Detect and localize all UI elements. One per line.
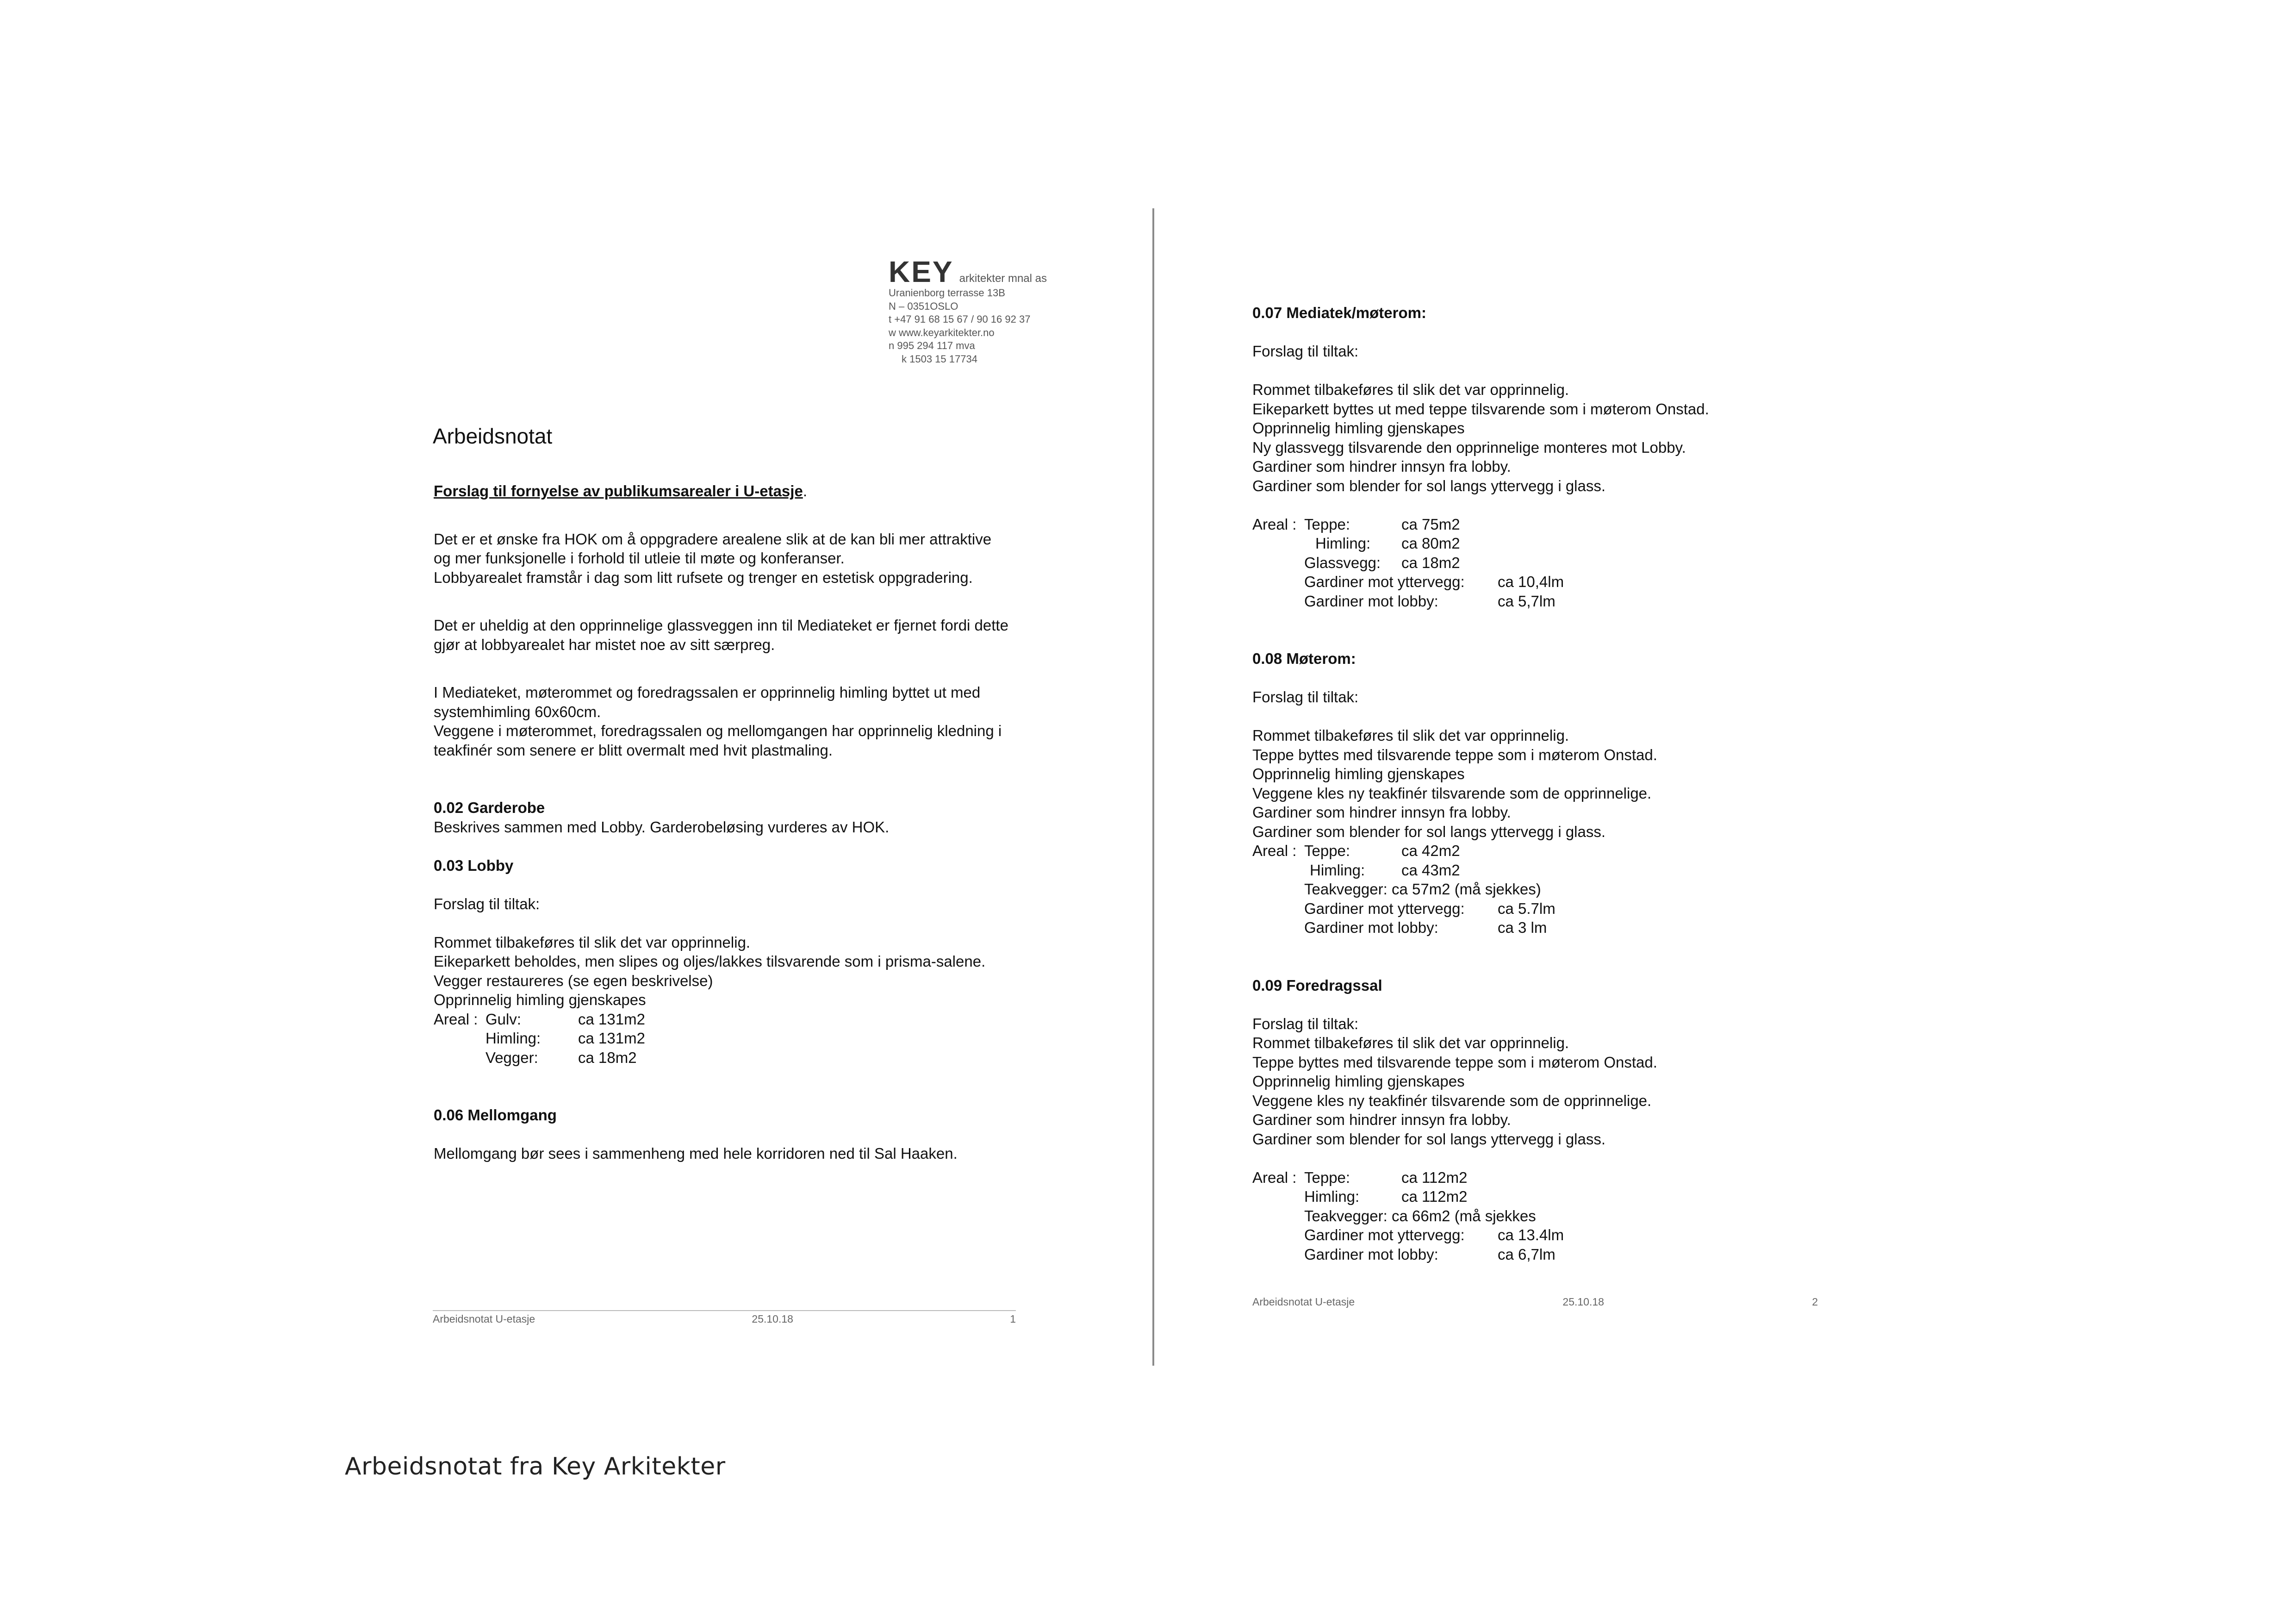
area-value: ca 6,7lm	[1498, 1245, 1556, 1263]
area-row	[434, 1029, 645, 1048]
area-row	[1252, 1225, 1564, 1245]
area-value: ca 43m2	[1401, 861, 1460, 879]
area-row	[1252, 534, 1564, 553]
area-value: ca 57m2 (må sjekkes)	[1391, 881, 1541, 898]
area-value: ca 42m2	[1401, 842, 1460, 859]
area-row	[434, 1010, 645, 1029]
footer-doc-name: Arbeidsnotat U-etasje	[433, 1313, 535, 1325]
measure-line: Gardiner som blender for sol langs yttervegg i glass.	[1252, 477, 1606, 494]
area-item: Gardiner mot lobby:	[1304, 919, 1438, 936]
area-value: ca 3 lm	[1498, 919, 1547, 936]
area-value: ca 5,7lm	[1498, 592, 1556, 610]
area-item: Gardiner mot yttervegg:	[1304, 899, 1465, 917]
document-title: Arbeidsnotat	[433, 424, 553, 448]
area-row	[1252, 861, 1556, 880]
area-row	[1252, 1168, 1564, 1187]
measure-line: Gardiner som hindrer innsyn fra lobby.	[1252, 1111, 1511, 1128]
letterhead-org-number: n 995 294 117 mva	[889, 340, 975, 351]
letterhead	[889, 257, 1148, 366]
page-divider	[1152, 208, 1154, 1366]
footer-date: 25.10.18	[1562, 1296, 1604, 1308]
measure-line: Rommet tilbakeføres til slik det var opprinnelig.	[434, 933, 751, 951]
measure-line: Teppe byttes med tilsvarende teppe som i møterom Onstad.	[1252, 746, 1657, 763]
area-row	[434, 1048, 645, 1068]
measure-line: Eikeparkett beholdes, men slipes og oljes/lakkes tilsvarende som i prisma-salene.	[434, 953, 986, 970]
area-item: Gardiner mot yttervegg:	[1304, 573, 1465, 590]
section-heading-moterom: 0.08 Møterom:	[1252, 650, 1356, 667]
area-item: Teppe:	[1304, 515, 1350, 533]
area-item: Teakvegger:	[1304, 1207, 1388, 1224]
measure-line: Gardiner som hindrer innsyn fra lobby.	[1252, 804, 1511, 821]
measure-line: Gardiner som blender for sol langs yttervegg i glass.	[1252, 823, 1606, 840]
section-text: Mellomgang bør sees i sammenheng med hele korridoren ned til Sal Haaken.	[434, 1145, 958, 1162]
area-item-wide	[1304, 1245, 1564, 1264]
area-item: Gardiner mot yttervegg:	[1304, 1226, 1465, 1243]
measure-line: Eikeparkett byttes ut med teppe tilsvarende som i møterom Onstad.	[1252, 400, 1709, 418]
area-row	[1252, 918, 1556, 937]
footer-doc-name: Arbeidsnotat U-etasje	[1252, 1296, 1355, 1308]
intro-line: Det er uheldig at den opprinnelige glassveggen inn til Mediateket er fjernet fordi dette	[434, 617, 1008, 634]
area-table-moterom	[1252, 841, 1556, 937]
area-item: Gardiner mot lobby:	[1304, 1245, 1438, 1263]
measure-line: Gardiner som hindrer innsyn fra lobby.	[1252, 458, 1511, 475]
measure-line: Rommet tilbakeføres til slik det var opprinnelig.	[1252, 1034, 1569, 1051]
letterhead-postcode: N – 0351OSLO	[889, 300, 958, 312]
area-item-wide	[1304, 880, 1556, 899]
measure-line: Opprinnelig himling gjenskapes	[1252, 419, 1465, 437]
area-row	[1252, 572, 1564, 592]
measure-line: Gardiner som blender for sol langs yttervegg i glass.	[1252, 1130, 1606, 1148]
area-item: Teakvegger:	[1304, 881, 1388, 898]
area-table-lobby	[434, 1010, 645, 1068]
subtitle-text: Forslag til fornyelse av publikumsarealer i U-etasje	[434, 482, 803, 500]
subtitle-period: .	[803, 482, 807, 500]
section-heading-mediatek: 0.07 Mediatek/møterom:	[1252, 304, 1426, 321]
section-lead: Forslag til tiltak:	[1252, 688, 1359, 706]
area-row	[1252, 1187, 1564, 1206]
area-row	[1252, 553, 1564, 573]
section-heading-lobby: 0.03 Lobby	[434, 856, 514, 874]
section-lead: Forslag til tiltak:	[1252, 1015, 1359, 1032]
area-table-mediatek	[1252, 515, 1564, 611]
measure-line: Opprinnelig himling gjenskapes	[1252, 765, 1465, 782]
area-item: Himling:	[485, 1030, 541, 1047]
letterhead-account: k 1503 15 17734	[902, 353, 977, 365]
footer-page-number: 1	[1010, 1313, 1016, 1325]
area-item: Gulv:	[485, 1010, 522, 1028]
area-item-wide	[1304, 918, 1556, 937]
page-1-body	[434, 481, 1082, 1163]
section-heading-garderobe: 0.02 Garderobe	[434, 799, 545, 816]
area-label: Areal :	[1252, 515, 1297, 533]
section-heading-foredragssal: 0.09 Foredragssal	[1252, 976, 1382, 994]
measure-line: Teppe byttes med tilsvarende teppe som i møterom Onstad.	[1252, 1053, 1657, 1071]
area-item-wide	[1304, 592, 1564, 611]
measure-line: Ny glassvegg tilsvarende den opprinnelige monteres mot Lobby.	[1252, 438, 1686, 456]
measure-line: Veggene kles ny teakfinér tilsvarende som de opprinnelige.	[1252, 784, 1652, 802]
area-item: Himling:	[1315, 535, 1371, 552]
footer-date: 25.10.18	[752, 1313, 793, 1325]
page-2-footer	[1252, 1294, 1818, 1308]
area-value: ca 5.7lm	[1498, 899, 1556, 917]
subtitle	[434, 481, 1082, 501]
area-item-wide	[1304, 1206, 1564, 1226]
area-item-wide	[1304, 899, 1556, 918]
area-value: ca 10,4lm	[1498, 573, 1564, 590]
measure-line: Vegger restaureres (se egen beskrivelse)	[434, 972, 713, 989]
letterhead-web: w www.keyarkitekter.no	[889, 326, 995, 338]
area-item: Glassvegg:	[1304, 554, 1381, 571]
section-lead: Forslag til tiltak:	[1252, 343, 1359, 360]
area-label: Areal :	[1252, 842, 1297, 859]
intro-line: Veggene i møterommet, foredragssalen og mellomgangen har opprinnelig kledning i	[434, 722, 1002, 739]
intro-line: teakfinér som senere er blitt overmalt med hvit plastmaling.	[434, 741, 833, 759]
area-row	[1252, 1206, 1564, 1226]
measure-line: Opprinnelig himling gjenskapes	[1252, 1073, 1465, 1090]
area-item: Himling:	[1310, 861, 1365, 879]
intro-line: Lobbyarealet framstår i dag som litt rufsete og trenger en estetisk oppgradering.	[434, 568, 973, 586]
area-row	[1252, 515, 1564, 534]
area-row	[1252, 841, 1556, 861]
area-value: ca 112m2	[1401, 1188, 1468, 1205]
measure-line: Opprinnelig himling gjenskapes	[434, 991, 646, 1008]
area-table-foredragssal	[1252, 1168, 1564, 1264]
section-lead: Forslag til tiltak:	[434, 895, 540, 912]
area-row	[1252, 1245, 1564, 1264]
area-value: ca 112m2	[1401, 1168, 1468, 1186]
key-logo: KEY	[889, 255, 954, 288]
letterhead-phone: t +47 91 68 15 67 / 90 16 92 37	[889, 313, 1031, 325]
footer-page-number: 2	[1812, 1296, 1818, 1308]
area-item: Teppe:	[1304, 842, 1350, 859]
area-value: ca 75m2	[1401, 515, 1460, 533]
intro-line: Det er et ønske fra HOK om å oppgradere arealene slik at de kan bli mer attraktive	[434, 530, 992, 548]
area-label: Areal :	[434, 1010, 478, 1028]
intro-line: gjør at lobbyarealet har mistet noe av sitt særpreg.	[434, 636, 775, 653]
area-value: ca 131m2	[578, 1010, 645, 1028]
area-item: Vegger:	[485, 1049, 538, 1066]
section-text: Beskrives sammen med Lobby. Garderobeløsing vurderes av HOK.	[434, 818, 890, 836]
area-item: Teppe:	[1304, 1168, 1350, 1186]
area-row	[1252, 899, 1556, 918]
area-row	[1252, 880, 1556, 899]
area-row	[1252, 592, 1564, 611]
page-2-body	[1252, 303, 1900, 1264]
letterhead-tagline: arkitekter mnal as	[959, 272, 1047, 285]
intro-line: I Mediateket, møterommet og foredragssalen er opprinnelig himling byttet ut med	[434, 684, 981, 701]
letterhead-address: Uranienborg terrasse 13B	[889, 287, 1005, 299]
area-value: ca 13.4lm	[1498, 1226, 1564, 1243]
area-value: ca 66m2 (må sjekkes	[1391, 1207, 1536, 1224]
area-value: ca 80m2	[1401, 535, 1460, 552]
measure-line: Rommet tilbakeføres til slik det var opprinnelig.	[1252, 381, 1569, 398]
intro-line: og mer funksjonelle i forhold til utleie til møte og konferanser.	[434, 550, 845, 567]
area-value: ca 18m2	[578, 1049, 637, 1066]
area-value: ca 18m2	[1401, 554, 1460, 571]
area-item: Himling:	[1304, 1188, 1360, 1205]
area-item-wide	[1304, 1225, 1564, 1245]
section-heading-mellomgang: 0.06 Mellomgang	[434, 1106, 557, 1124]
measure-line: Rommet tilbakeføres til slik det var opprinnelig.	[1252, 727, 1569, 744]
intro-line: systemhimling 60x60cm.	[434, 703, 601, 720]
measure-line: Veggene kles ny teakfinér tilsvarende som de opprinnelige.	[1252, 1092, 1652, 1109]
area-label: Areal :	[1252, 1168, 1297, 1186]
area-item: Gardiner mot lobby:	[1304, 592, 1438, 610]
area-item-wide	[1304, 572, 1564, 592]
letterhead-brand	[889, 257, 1148, 287]
area-value: ca 131m2	[578, 1030, 645, 1047]
page-1-footer	[433, 1310, 1016, 1325]
image-caption: Arbeidsnotat fra Key Arkitekter	[345, 1453, 726, 1480]
